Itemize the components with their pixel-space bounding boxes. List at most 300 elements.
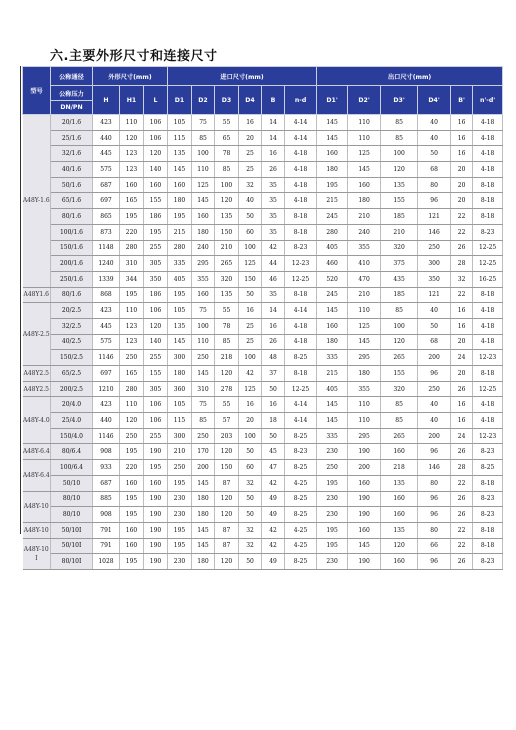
dimension-cell: 280 [168, 240, 192, 256]
dimension-cell: 8-18 [473, 366, 503, 382]
dimension-cell: 145 [168, 162, 192, 178]
dimension-cell: 8-18 [473, 177, 503, 193]
dimension-cell: 265 [381, 428, 418, 444]
table-row [23, 444, 503, 460]
dimension-cell: 12-25 [285, 381, 317, 397]
dimension-cell: 85 [381, 303, 418, 319]
dimension-cell: 195 [168, 522, 192, 538]
dimension-cell: 8-18 [473, 287, 503, 303]
dimension-cell: 220 [120, 460, 144, 476]
dimension-cell: 160 [192, 209, 215, 225]
table-row [23, 491, 503, 507]
table-row [23, 381, 503, 397]
table-row [23, 397, 503, 413]
dimension-cell: 25 [239, 162, 262, 178]
dimension-cell: 121 [418, 287, 451, 303]
dimension-cell: 190 [144, 554, 168, 570]
dimension-cell: 160 [168, 177, 192, 193]
dimension-cell: 195 [144, 224, 168, 240]
dimension-cell: 375 [381, 256, 418, 272]
dimension-cell: 8-25 [285, 350, 317, 366]
dimension-cell: 35 [262, 193, 285, 209]
dimension-cell: 305 [144, 256, 168, 272]
dimension-cell: 8-23 [473, 507, 503, 523]
dimension-cell: 85 [192, 130, 215, 146]
dimension-cell: 96 [418, 366, 451, 382]
dimension-cell: 25 [239, 146, 262, 162]
dimension-cell: 50 [239, 491, 262, 507]
header-col-d4p: D4' [418, 86, 451, 115]
dimension-cell: 4-18 [473, 413, 503, 429]
dimension-cell: 100 [381, 146, 418, 162]
dimension-cell: 32 [239, 177, 262, 193]
dimension-cell: 16 [451, 318, 473, 334]
dimension-cell: 50 [239, 209, 262, 225]
dimension-cell: 697 [93, 366, 120, 382]
dimension-cell: 933 [93, 460, 120, 476]
dimension-cell: 160 [120, 538, 144, 554]
model-cell: A48Y-6.4 [23, 444, 51, 460]
dimension-cell: 42 [262, 240, 285, 256]
dimension-cell: 423 [93, 115, 120, 131]
dimension-cell: 190 [144, 522, 168, 538]
dimension-cell: 195 [168, 287, 192, 303]
dimension-cell: 160 [348, 177, 381, 193]
header-col-d1: D1 [168, 86, 192, 115]
dimension-cell: 85 [192, 413, 215, 429]
dimension-cell: 12-25 [473, 381, 503, 397]
dimension-cell: 40 [418, 397, 451, 413]
header-dn-line3: DN/PN [51, 101, 93, 115]
dimension-cell: 16 [451, 130, 473, 146]
dimension-cell: 145 [348, 538, 381, 554]
dimension-cell: 12-23 [473, 428, 503, 444]
dimension-cell: 100 [239, 428, 262, 444]
table-row [23, 209, 503, 225]
dimension-cell: 250 [418, 381, 451, 397]
outer-dims-label: 外形尺寸 [108, 73, 134, 81]
dimension-cell: 80 [418, 522, 451, 538]
dimension-cell: 203 [215, 428, 239, 444]
table-row [23, 318, 503, 334]
dimension-cell: 8-18 [285, 224, 317, 240]
dimension-cell: 16 [451, 146, 473, 162]
dn-pn-cell: 40/2.5 [51, 334, 93, 350]
dimension-cell: 230 [168, 491, 192, 507]
dimension-cell: 110 [120, 303, 144, 319]
dimension-cell: 105 [168, 397, 192, 413]
dimension-cell: 186 [144, 209, 168, 225]
dimension-cell: 8-18 [473, 193, 503, 209]
dimension-cell: 180 [192, 224, 215, 240]
dimension-cell: 60 [239, 460, 262, 476]
table-row [23, 224, 503, 240]
dimension-cell: 1028 [93, 554, 120, 570]
dimension-cell: 80 [418, 475, 451, 491]
dimension-cell: 65 [215, 130, 239, 146]
dimension-cell: 160 [317, 318, 348, 334]
dimension-cell: 35 [262, 224, 285, 240]
dimension-cell: 50 [239, 554, 262, 570]
table-body [23, 115, 503, 570]
dimension-cell: 49 [262, 507, 285, 523]
dimension-cell: 195 [120, 209, 144, 225]
header-col-h1: H1 [120, 86, 144, 115]
table-row [23, 460, 503, 476]
dimension-cell: 16 [239, 115, 262, 131]
dimension-cell: 445 [93, 318, 120, 334]
dimension-cell: 150 [215, 460, 239, 476]
dimension-cell: 8-18 [285, 366, 317, 382]
dimension-cell: 190 [144, 507, 168, 523]
dimension-cell: 423 [93, 303, 120, 319]
dn-pn-cell: 20/2.5 [51, 303, 93, 319]
dimension-cell: 55 [215, 115, 239, 131]
table-row [23, 256, 503, 272]
dimension-cell: 4-14 [285, 303, 317, 319]
dimension-cell: 295 [192, 256, 215, 272]
dimension-cell: 78 [215, 146, 239, 162]
dimension-cell: 4-18 [473, 130, 503, 146]
dimension-cell: 255 [144, 428, 168, 444]
dimension-cell: 195 [317, 475, 348, 491]
dimension-cell: 8-23 [285, 444, 317, 460]
dimension-cell: 26 [451, 444, 473, 460]
model-cell: A48Y-1.6 [23, 115, 51, 288]
dimension-cell: 145 [317, 397, 348, 413]
dimension-cell: 300 [168, 350, 192, 366]
dimension-cell: 195 [120, 507, 144, 523]
dimension-cell: 120 [215, 444, 239, 460]
dimension-cell: 8-18 [473, 538, 503, 554]
dimension-cell: 46 [262, 271, 285, 287]
dimension-cell: 210 [348, 287, 381, 303]
dn-pn-cell: 80/6.4 [51, 444, 93, 460]
dimension-cell: 110 [192, 162, 215, 178]
dimension-cell: 160 [381, 507, 418, 523]
dimension-cell: 26 [451, 240, 473, 256]
dimension-cell: 12-25 [473, 256, 503, 272]
dimension-cell: 8-23 [285, 240, 317, 256]
dimension-cell: 195 [168, 538, 192, 554]
dimension-cell: 55 [215, 397, 239, 413]
dimension-cell: 120 [215, 491, 239, 507]
dimension-cell: 106 [144, 413, 168, 429]
dimension-cell: 190 [348, 507, 381, 523]
dimension-cell: 96 [418, 193, 451, 209]
dimension-cell: 20 [239, 130, 262, 146]
dimension-cell: 335 [317, 350, 348, 366]
dimension-cell: 4-25 [285, 538, 317, 554]
dimension-cell: 195 [144, 460, 168, 476]
dimension-cell: 908 [93, 444, 120, 460]
dimension-cell: 8-25 [285, 428, 317, 444]
dimension-cell: 868 [93, 287, 120, 303]
dn-pn-cell: 150/2.5 [51, 350, 93, 366]
dimension-cell: 440 [93, 130, 120, 146]
dimension-cell: 165 [120, 193, 144, 209]
dimension-cell: 791 [93, 522, 120, 538]
dimension-cell: 16 [451, 413, 473, 429]
dimension-cell: 78 [215, 318, 239, 334]
dimension-cell: 123 [120, 146, 144, 162]
dimension-cell: 115 [168, 130, 192, 146]
dimension-cell: 100 [239, 350, 262, 366]
header-dn-line2: 公称压力 [51, 86, 93, 101]
dimension-cell: 16 [262, 146, 285, 162]
dimension-cell: 32 [239, 522, 262, 538]
dimension-cell: 106 [144, 397, 168, 413]
dimension-cell: 145 [192, 475, 215, 491]
dimension-cell: 8-23 [473, 554, 503, 570]
dimension-cell: 26 [262, 162, 285, 178]
dimension-cell: 250 [192, 350, 215, 366]
dimension-cell: 4-18 [473, 318, 503, 334]
dimension-cell: 57 [215, 413, 239, 429]
dimension-cell: 125 [239, 381, 262, 397]
header-dn-line1: 公称通径 [51, 67, 93, 86]
dimension-cell: 32 [239, 475, 262, 491]
dimension-cell: 8-18 [473, 475, 503, 491]
dimension-cell: 145 [317, 115, 348, 131]
header-col-d3p: D3' [381, 86, 418, 115]
dimension-cell: 160 [192, 287, 215, 303]
dimension-cell: 121 [418, 209, 451, 225]
dimension-cell: 865 [93, 209, 120, 225]
dimension-cell: 200 [192, 460, 215, 476]
dimension-cell: 250 [120, 428, 144, 444]
dimension-cell: 180 [192, 554, 215, 570]
header-col-d1p: D1' [317, 86, 348, 115]
dimension-cell: 150 [239, 271, 262, 287]
dimension-cell: 265 [381, 350, 418, 366]
dimension-cell: 40 [418, 303, 451, 319]
dimension-cell: 180 [192, 507, 215, 523]
dn-pn-cell: 20/4.0 [51, 397, 93, 413]
dimension-cell: 8-23 [473, 491, 503, 507]
dimension-cell: 87 [215, 475, 239, 491]
dimension-cell: 423 [93, 397, 120, 413]
header-outer-dims [93, 67, 168, 86]
dimension-cell: 4-25 [285, 522, 317, 538]
dimension-cell: 160 [120, 522, 144, 538]
dimension-cell: 100 [192, 318, 215, 334]
dimension-cell: 100 [239, 240, 262, 256]
dn-pn-cell: 40/1.6 [51, 162, 93, 178]
dimension-cell: 4-14 [285, 115, 317, 131]
dimension-cell: 165 [120, 366, 144, 382]
header-outlet-dims [317, 67, 503, 86]
dimension-cell: 190 [348, 444, 381, 460]
dimension-cell: 180 [317, 162, 348, 178]
dimension-cell: 68 [418, 334, 451, 350]
dimension-cell: 49 [262, 491, 285, 507]
dimension-cell: 16-25 [473, 271, 503, 287]
dimension-cell: 195 [168, 475, 192, 491]
dimension-cell: 245 [317, 287, 348, 303]
dimension-cell: 160 [120, 475, 144, 491]
dimension-cell: 320 [381, 240, 418, 256]
dimension-cell: 22 [451, 209, 473, 225]
dimension-cell: 200 [418, 350, 451, 366]
dimension-cell: 185 [381, 209, 418, 225]
dimension-cell: 873 [93, 224, 120, 240]
dimension-cell: 265 [215, 256, 239, 272]
table-row [23, 177, 503, 193]
dimension-cell: 135 [168, 146, 192, 162]
dimension-cell: 278 [215, 381, 239, 397]
dn-pn-cell: 50/10I [51, 538, 93, 554]
dimension-cell: 50 [239, 287, 262, 303]
dimension-cell: 55 [215, 303, 239, 319]
dimension-cell: 4-14 [285, 413, 317, 429]
dimension-cell: 16 [451, 303, 473, 319]
table-row [23, 413, 503, 429]
dimension-cell: 885 [93, 491, 120, 507]
dimension-cell: 190 [348, 491, 381, 507]
dimension-cell: 120 [144, 318, 168, 334]
dimension-cell: 96 [418, 554, 451, 570]
dimension-cell: 146 [418, 224, 451, 240]
dimension-cell: 35 [262, 287, 285, 303]
dimension-cell: 230 [168, 554, 192, 570]
dimension-cell: 110 [348, 397, 381, 413]
dimension-cell: 12-23 [473, 350, 503, 366]
header-col-b: B [262, 86, 285, 115]
dimension-cell: 4-18 [285, 146, 317, 162]
dimension-cell: 350 [144, 271, 168, 287]
dimension-cell: 195 [317, 538, 348, 554]
dimension-cell: 186 [144, 287, 168, 303]
dn-pn-cell: 150/1.6 [51, 240, 93, 256]
dimension-cell: 145 [317, 130, 348, 146]
model-cell: A48Y-6.4 [23, 460, 51, 491]
dimension-cell: 14 [262, 303, 285, 319]
dimension-cell: 180 [348, 366, 381, 382]
dimension-cell: 195 [120, 491, 144, 507]
dn-pn-cell: 50/10 [51, 475, 93, 491]
dn-pn-cell: 32/1.6 [51, 146, 93, 162]
dimension-cell: 180 [192, 491, 215, 507]
dimension-cell: 20 [451, 193, 473, 209]
dimension-cell: 26 [451, 507, 473, 523]
model-cell: A48Y-10 [23, 522, 51, 538]
dimension-cell: 210 [168, 444, 192, 460]
dimension-cell: 160 [348, 475, 381, 491]
dimension-cell: 1210 [93, 381, 120, 397]
dimension-cell: 405 [317, 240, 348, 256]
dimension-cell: 210 [381, 224, 418, 240]
dimension-cell: 96 [418, 491, 451, 507]
dimension-cell: 160 [381, 444, 418, 460]
dimension-cell: 120 [215, 193, 239, 209]
outlet-dims-label: 出口尺寸 [387, 73, 413, 81]
dimension-cell: 16 [262, 397, 285, 413]
dimension-cell: 410 [348, 256, 381, 272]
dimension-cell: 145 [192, 538, 215, 554]
dimension-cell: 1339 [93, 271, 120, 287]
dimension-cell: 110 [120, 115, 144, 131]
dimension-cell: 135 [381, 522, 418, 538]
dimension-cell: 16 [451, 397, 473, 413]
table-row [23, 475, 503, 491]
dimension-cell: 22 [451, 224, 473, 240]
header-inlet-dims [168, 67, 317, 86]
dimension-cell: 8-25 [285, 554, 317, 570]
dimension-cell: 218 [215, 350, 239, 366]
dimension-cell: 1148 [93, 240, 120, 256]
dimension-cell: 26 [451, 491, 473, 507]
dimension-cell: 120 [215, 507, 239, 523]
dimension-cell: 49 [262, 554, 285, 570]
table-row [23, 287, 503, 303]
dimension-cell: 300 [168, 428, 192, 444]
dimension-cell: 190 [144, 491, 168, 507]
dimension-cell: 106 [144, 130, 168, 146]
dimension-cell: 37 [262, 366, 285, 382]
dimension-cell: 120 [144, 146, 168, 162]
dimension-table [22, 66, 503, 570]
dimension-cell: 85 [215, 334, 239, 350]
dimension-cell: 8-25 [285, 491, 317, 507]
dimension-cell: 250 [418, 240, 451, 256]
dimension-cell: 145 [192, 366, 215, 382]
dimension-cell: 40 [418, 115, 451, 131]
dimension-cell: 85 [215, 162, 239, 178]
dimension-cell: 145 [317, 413, 348, 429]
dimension-cell: 8-23 [473, 224, 503, 240]
dn-pn-cell: 25/1.6 [51, 130, 93, 146]
dimension-cell: 360 [168, 381, 192, 397]
dimension-cell: 215 [317, 366, 348, 382]
model-cell: A48Y-4.0 [23, 397, 51, 444]
table-row [23, 522, 503, 538]
dimension-cell: 687 [93, 177, 120, 193]
dimension-cell: 295 [348, 350, 381, 366]
dimension-cell: 280 [120, 240, 144, 256]
header-col-l: L [144, 86, 168, 115]
dimension-cell: 160 [144, 475, 168, 491]
dimension-cell: 110 [192, 334, 215, 350]
dimension-cell: 45 [262, 444, 285, 460]
dimension-cell: 4-18 [285, 162, 317, 178]
dimension-cell: 310 [120, 256, 144, 272]
dimension-cell: 42 [262, 475, 285, 491]
dimension-cell: 4-14 [285, 397, 317, 413]
dimension-cell: 200 [348, 460, 381, 476]
dn-pn-cell: 65/1.6 [51, 193, 93, 209]
dimension-cell: 25 [239, 334, 262, 350]
dimension-cell: 180 [317, 334, 348, 350]
dimension-cell: 42 [262, 538, 285, 554]
dimension-cell: 355 [192, 271, 215, 287]
inlet-dims-label: 进口尺寸 [220, 73, 246, 81]
inlet-dims-unit: (mm) [245, 73, 264, 81]
dn-pn-cell: 80/10 [51, 507, 93, 523]
dimension-cell: 8-18 [473, 209, 503, 225]
dimension-cell: 12-25 [285, 271, 317, 287]
dimension-cell: 100 [215, 177, 239, 193]
dimension-cell: 24 [451, 350, 473, 366]
model-cell: A48Y1.6 [23, 287, 51, 303]
dimension-cell: 697 [93, 193, 120, 209]
dn-pn-cell: 200/1.6 [51, 256, 93, 272]
dimension-cell: 4-18 [473, 162, 503, 178]
table-row [23, 115, 503, 131]
dimension-cell: 100 [192, 146, 215, 162]
dimension-cell: 26 [262, 334, 285, 350]
dimension-cell: 230 [168, 507, 192, 523]
